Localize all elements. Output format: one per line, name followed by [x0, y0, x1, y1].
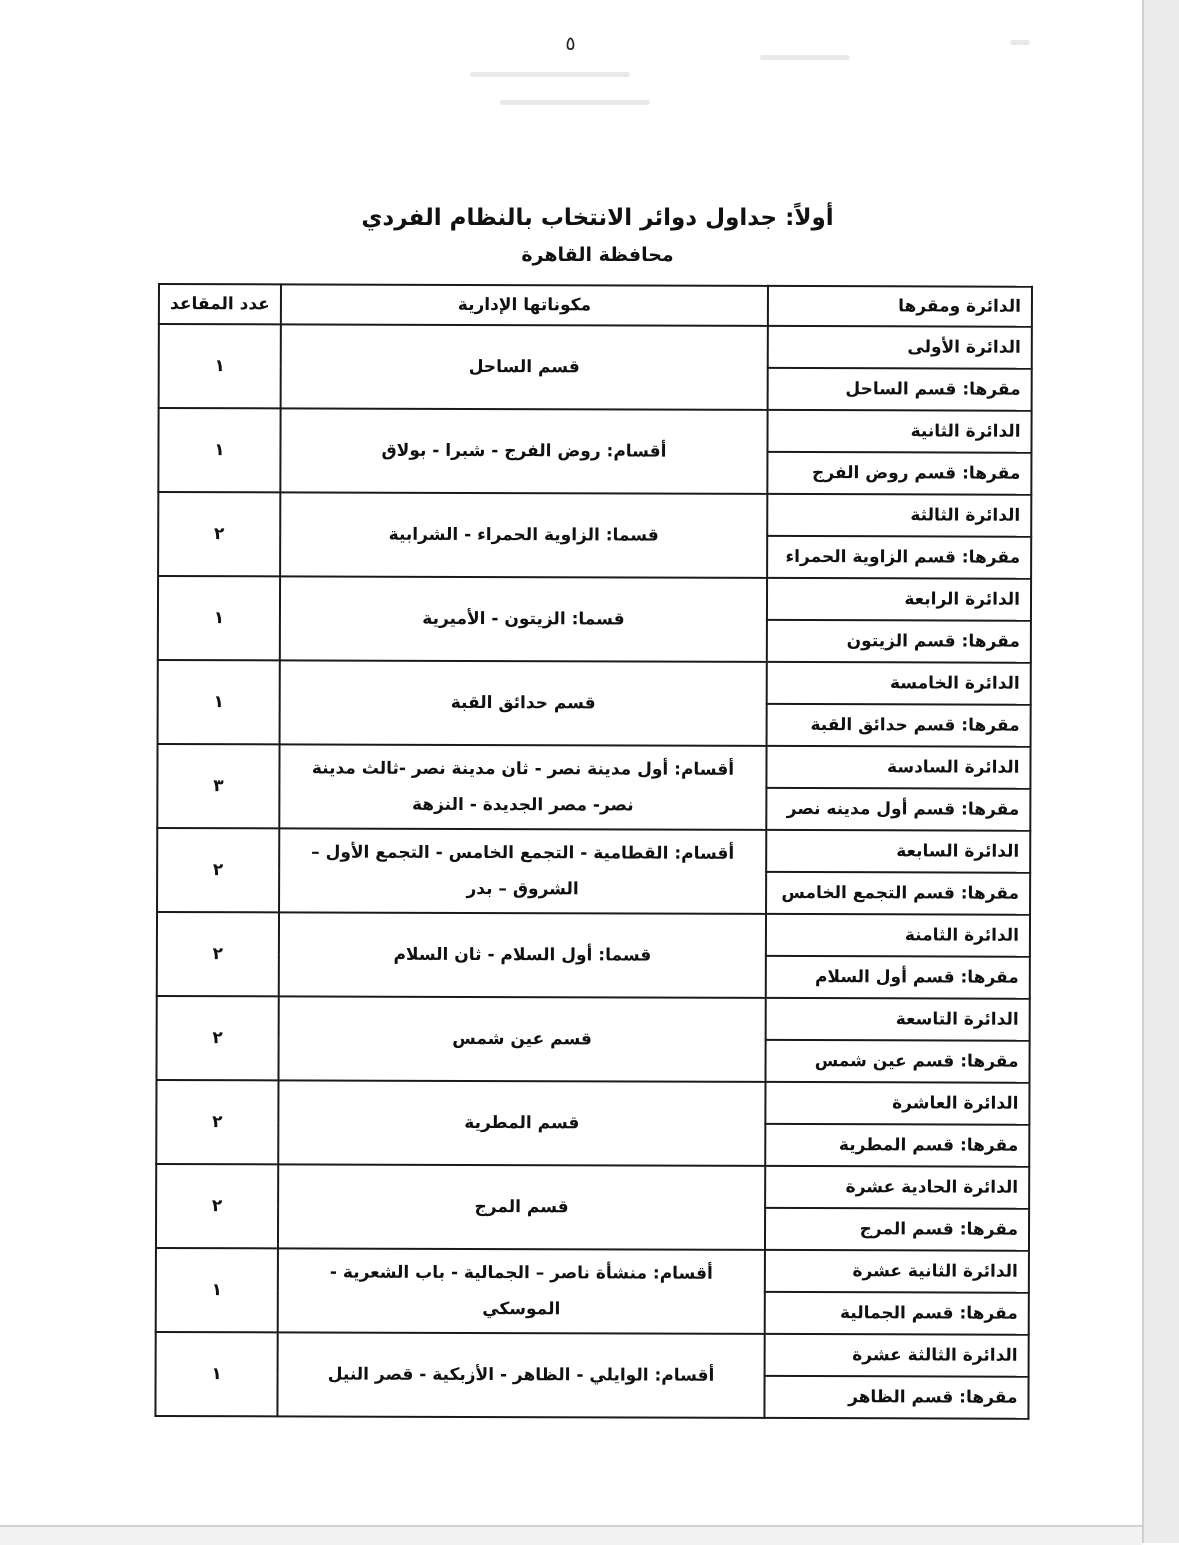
district-name: الدائرة الثانية عشرة: [765, 1250, 1029, 1293]
page-number: ٥: [565, 33, 576, 55]
seat-count: ٢: [156, 1164, 278, 1248]
table-row: [158, 492, 1031, 537]
administrative-components: قسما: أول السلام - ثان السلام: [279, 912, 766, 998]
administrative-components: أقسام: أول مدينة نصر - ثان مدينة نصر -ثالث مدينة نصر- مصر الجديدة - النزهة: [279, 744, 766, 830]
seat-count: ١: [158, 408, 280, 492]
district-seat: مقرها: قسم أول السلام: [766, 956, 1030, 999]
district-seat: مقرها: قسم المرج: [765, 1208, 1029, 1251]
header-seats: عدد المقاعد: [159, 284, 281, 324]
table-row: [157, 912, 1030, 957]
administrative-components: قسم عين شمس: [278, 996, 765, 1082]
district-name: الدائرة السادسة: [766, 746, 1030, 789]
bleed-through-mark: [500, 100, 650, 105]
seat-count: ٢: [158, 492, 280, 576]
district-name: الدائرة الثامنة: [766, 914, 1030, 957]
seat-count: ١: [156, 1248, 278, 1332]
seat-count: ٢: [157, 912, 279, 996]
governorate-subtitle: محافظة القاهرة: [521, 244, 674, 266]
document-title: أولاً: جداول دوائر الانتخاب بالنظام الفردي: [361, 205, 834, 231]
table-row: [158, 660, 1031, 705]
table-row: [156, 1080, 1029, 1125]
district-name: الدائرة الثالثة عشرة: [765, 1334, 1029, 1377]
district-seat: مقرها: قسم عين شمس: [765, 1040, 1029, 1083]
table-row: [158, 576, 1031, 621]
administrative-components: قسم المرج: [278, 1164, 765, 1250]
table-row: [158, 408, 1031, 453]
district-name: الدائرة العاشرة: [765, 1082, 1029, 1125]
district-seat: مقرها: قسم روض الفرج: [767, 452, 1031, 495]
table-row: [156, 1248, 1029, 1293]
administrative-components: أقسام: القطامية - التجمع الخامس - التجمع الأول – الشروق – بدر: [279, 828, 766, 914]
table-row: [159, 324, 1032, 369]
table-row: [157, 828, 1030, 873]
administrative-components: قسم حدائق القبة: [280, 660, 767, 746]
district-seat: مقرها: قسم المطرية: [765, 1124, 1029, 1167]
district-seat: مقرها: قسم حدائق القبة: [767, 704, 1031, 747]
scan-edge-right: [1142, 0, 1179, 1543]
seat-count: ٢: [157, 828, 279, 912]
districts-table: [154, 283, 1033, 1420]
table-row: [157, 744, 1030, 789]
bleed-through-mark: [760, 55, 850, 60]
district-seat: مقرها: قسم الساحل: [768, 368, 1032, 411]
district-seat: مقرها: قسم الزيتون: [767, 620, 1031, 663]
table-header-row: [159, 284, 1032, 327]
district-name: الدائرة الحادية عشرة: [765, 1166, 1029, 1209]
seat-count: ١: [158, 660, 280, 744]
administrative-components: أقسام: منشأة ناصر – الجمالية - باب الشعرية - الموسكي: [278, 1248, 765, 1334]
seat-count: ١: [155, 1332, 277, 1416]
scan-edge-bottom: [0, 1525, 1142, 1545]
bleed-through-mark: [470, 72, 630, 77]
district-name: الدائرة السابعة: [766, 830, 1030, 873]
administrative-components: أقسام: روض الفرج - شبرا - بولاق: [280, 408, 767, 494]
administrative-components: قسم المطرية: [278, 1080, 765, 1166]
district-name: الدائرة الرابعة: [767, 578, 1031, 621]
district-seat: مقرها: قسم أول مدينه نصر: [766, 788, 1030, 831]
administrative-components: قسما: الزاوية الحمراء - الشرابية: [280, 492, 767, 578]
table-row: [156, 1332, 1029, 1377]
header-components: مكوناتها الإدارية: [281, 284, 768, 326]
table-row: [157, 996, 1030, 1041]
district-name: الدائرة الخامسة: [767, 662, 1031, 705]
seat-count: ٣: [157, 744, 279, 828]
administrative-components: قسما: الزيتون - الأميرية: [280, 576, 767, 662]
district-name: الدائرة الثالثة: [767, 494, 1031, 537]
table-row: [156, 1164, 1029, 1209]
district-seat: مقرها: قسم التجمع الخامس: [766, 872, 1030, 915]
administrative-components: قسم الساحل: [281, 324, 768, 410]
district-name: الدائرة الأولى: [768, 326, 1032, 369]
district-name: الدائرة التاسعة: [766, 998, 1030, 1041]
district-seat: مقرها: قسم الجمالية: [765, 1292, 1029, 1335]
administrative-components: أقسام: الوايلي - الظاهر - الأزبكية - قصر النيل: [277, 1332, 764, 1418]
district-seat: مقرها: قسم الظاهر: [764, 1376, 1028, 1419]
seat-count: ١: [158, 576, 280, 660]
district-seat: مقرها: قسم الزاوية الحمراء: [767, 536, 1031, 579]
seat-count: ٢: [156, 1080, 278, 1164]
seat-count: ٢: [156, 996, 278, 1080]
district-name: الدائرة الثانية: [767, 410, 1031, 453]
seat-count: ١: [159, 324, 281, 408]
header-district: الدائرة ومقرها: [768, 286, 1032, 327]
